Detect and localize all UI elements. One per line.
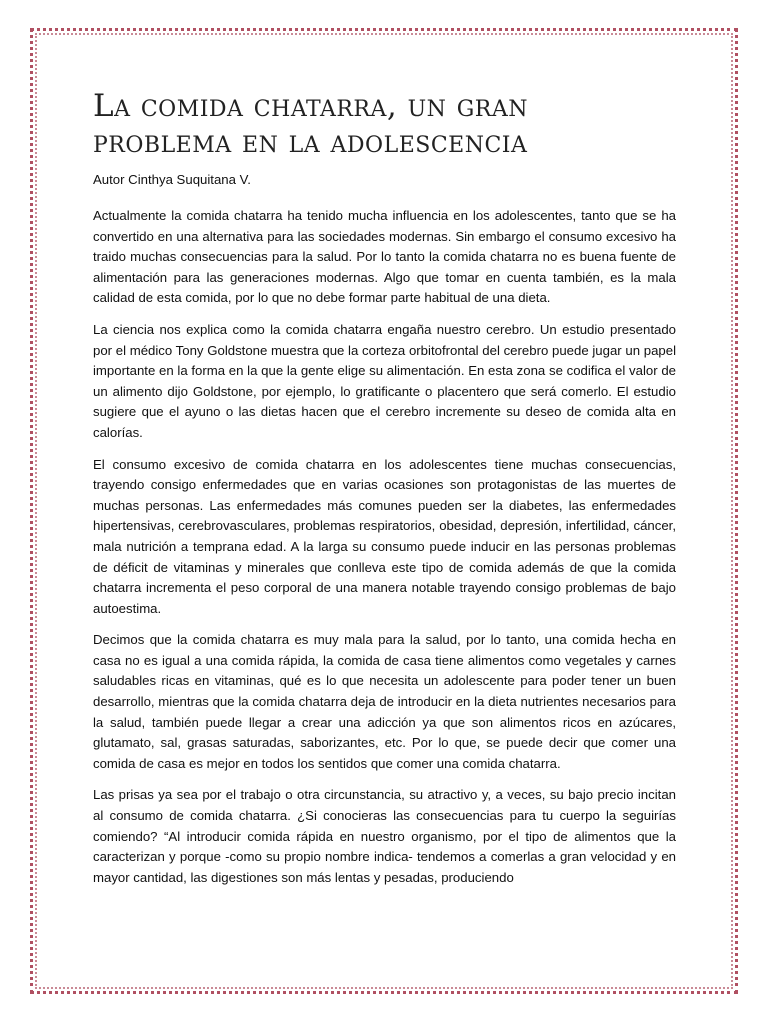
document-title [93, 88, 676, 160]
paragraph-2: La ciencia nos explica como la comida chatarra engaña nuestro cerebro. Un estudio presentado por el médico Tony Goldstone muestra que la corteza orbitofrontal del cerebro puede jugar un papel importante en la forma en la que la gente elige su alimentación. En esta zona se codifica el valor de un alimento dijo Goldstone, por ejemplo, lo gratificante o placentero que será comerlo. El estudio sugiere que el ayuno o las dietas hacen que el cerebro incremente su deseo de comida alta en calorías. [93, 321, 676, 440]
paragraph-4: Decimos que la comida chatarra es muy mala para la salud, por lo tanto, una comida hecha en casa no es igual a una comida rápida, la comida de casa tiene alimentos como vegetales y carnes saludables ricas en vitaminas, qué es lo que necesita un adolescente para poder tener un buen desarrollo, mientras que la comida chatarra deja de introducir en la dieta nutrientes necesarios para la salud, también puede llegar a crear una adicción ya que son alimentos ricos en azúcares, glutamato, sal, grasas saturadas, saborizantes, etc. Por lo que, se puede decir que comer una comida de casa es mejor en todos los sentidos que comer una comida chatarra. [93, 632, 676, 771]
paragraph-3: El consumo excesivo de comida chatarra en los adolescentes tiene muchas consecuencias, trayendo consigo enfermedades que en varias ocasiones son protagonistas de las muertes de muchas personas. Las enfermedades más comunes pueden ser la diabetes, las enfermedades hipertensivas, cerebrovasculares, problemas respiratorios, obesidad, depresión, infertilidad, cáncer, mala nutrición a temprana edad. A la larga su consumo puede inducir en las personas problemas de déficit de vitaminas y minerales que conlleva este tipo de comida además de que la comida chatarra incrementa el peso corporal de una manera notable trayendo consigo problemas de bajo autoestima. [93, 456, 676, 616]
paragraph-5: Las prisas ya sea por el trabajo o otra circunstancia, su atractivo y, a veces, su bajo precio incitan al consumo de comida chatarra. ¿Si conocieras las consecuencias para tu cuerpo la seguirías comiendo? “Al introducir comida rápida en nuestro organismo, por el tipo de alimentos que la caracterizan y porque -como su propio nombre indica- tendemos a comerlas a gran velocidad y en mayor cantidad, las digestiones son más lentas y pesadas, produciendo [93, 787, 676, 885]
document-body [93, 88, 676, 899]
paragraph-1: Actualmente la comida chatarra ha tenido mucha influencia en los adolescentes, tanto que se ha convertido en una alternativa para las sociedades modernas. Sin embargo el consumo excesivo ha traido muchas consecuencias para la salud. Por lo tanto la comida chatarra no es buena fuente de alimentación para las generaciones modernas. Algo que tomar en cuenta también, es la mala calidad de esta comida, por lo que no debe formar parte habitual de una dieta. [93, 208, 676, 306]
title-line-1: La comida chatarra, un gran [93, 88, 529, 124]
author-line: Autor Cinthya Suquitana V. [93, 172, 251, 187]
title-line-2: problema en la adolescencia [93, 124, 528, 160]
